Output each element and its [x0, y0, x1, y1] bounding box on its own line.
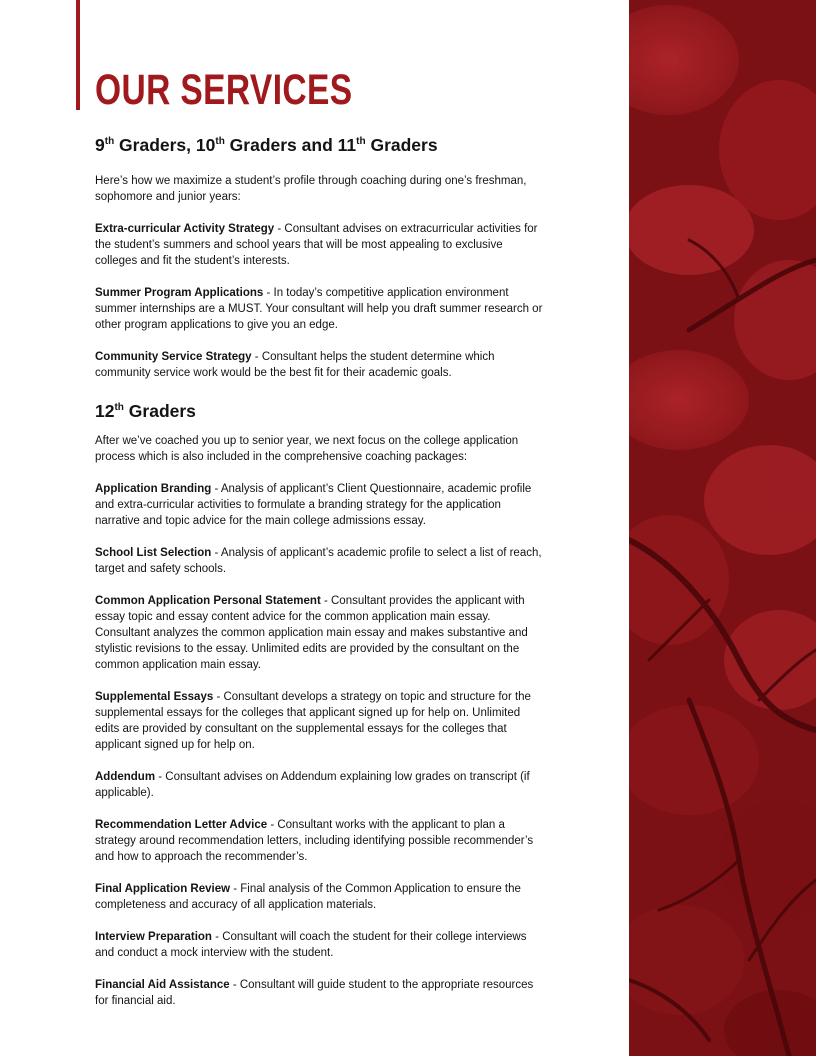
service-name: Interview Preparation — [95, 931, 212, 943]
service-description: - Analysis of applicant’s academic profile to select a list of reach, target and safety schools. — [95, 547, 542, 575]
heading-text: 9 — [95, 135, 105, 155]
service-description: - Consultant develops a strategy on topic and structure for the supplemental essays for the colleges that applicant signed up for help on. Unlimited edits are provided by consultant on the supplemental essays for the colleges that applicant signed up for help on. — [95, 691, 531, 751]
heading-text: Graders — [123, 401, 196, 421]
service-description: - Consultant provides the applicant with essay topic and essay content advice for the common application main essay. Consultant analyzes the common application main essay and makes substantive and stylistic revisions to the essay. Unlimited edits are provided by the consultant on the common application main essay. — [95, 595, 528, 671]
service-name: Supplemental Essays — [95, 691, 214, 703]
page-title: OUR SERVICES — [95, 66, 353, 114]
section-heading — [95, 398, 547, 424]
service-name: Recommendation Letter Advice — [95, 819, 268, 831]
service-description: - Analysis of applicant’s Client Questionnaire, academic profile and extra-curricular activities to formulate a branding strategy for the application narrative and topic advice for the main college admissions essay. — [95, 483, 532, 527]
service-item — [95, 593, 547, 673]
service-item — [95, 285, 547, 333]
service-name: Common Application Personal Statement — [95, 595, 321, 607]
service-name: Summer Program Applications — [95, 287, 264, 299]
section-heading — [95, 132, 547, 158]
service-description: - Consultant helps the student determine which community service work would be the best fit for their academic goals. — [95, 351, 495, 379]
service-item — [95, 689, 547, 753]
service-description: - Consultant will guide student to the appropriate resources for financial aid. — [95, 979, 534, 1007]
heading-text: Graders — [365, 135, 438, 155]
service-item — [95, 545, 547, 577]
service-description: - Consultant works with the applicant to plan a strategy around recommendation letters, including identifying possible recommender’s and how to approach the recommender’s. — [95, 819, 534, 863]
service-description: - Consultant advises on Addendum explaining low grades on transcript (if applicable). — [95, 771, 530, 799]
section-intro: After we’ve coached you up to senior year, we next focus on the college application process which is also included in the comprehensive coaching packages: — [95, 435, 519, 463]
section-intro: Here’s how we maximize a student’s profile through coaching during one’s freshman, sophomore and junior years: — [95, 175, 527, 203]
service-name: Application Branding — [95, 483, 212, 495]
title-accent-rule — [76, 0, 80, 110]
heading-text: Graders and 11 — [224, 135, 357, 155]
service-item — [95, 817, 547, 865]
service-name: Addendum — [95, 771, 156, 783]
leaves-illustration — [629, 0, 816, 1056]
service-name: Final Application Review — [95, 883, 231, 895]
services-content — [95, 132, 547, 1009]
service-description: - In today’s competitive application environment summer internships are a MUST. Your consultant will help you draft summer research or other program applications to give you an edge. — [95, 287, 543, 331]
decorative-leaves-photo — [629, 0, 816, 1056]
service-item — [95, 929, 547, 961]
service-item — [95, 769, 547, 801]
service-description: - Consultant will coach the student for their college interviews and conduct a mock interview with the student. — [95, 931, 527, 959]
service-name: Extra-curricular Activity Strategy — [95, 223, 275, 235]
heading-text: Graders, 10 — [114, 135, 216, 155]
ordinal-suffix: th — [215, 136, 225, 148]
service-description: - Final analysis of the Common Application to ensure the completeness and accuracy of all application materials. — [95, 883, 521, 911]
service-item — [95, 977, 547, 1009]
service-item — [95, 481, 547, 529]
ordinal-suffix: th — [114, 402, 124, 414]
service-item — [95, 221, 547, 269]
service-name: School List Selection — [95, 547, 212, 559]
service-description: - Consultant advises on extracurricular activities for the student’s summers and school years that will be most appealing to exclusive colleges and fit the student’s interests. — [95, 223, 538, 267]
service-item — [95, 349, 547, 381]
service-item — [95, 881, 547, 913]
ordinal-suffix: th — [104, 136, 115, 148]
service-name: Community Service Strategy — [95, 351, 252, 363]
ordinal-suffix: th — [356, 136, 366, 148]
service-name: Financial Aid Assistance — [95, 979, 230, 991]
heading-text: 12 — [95, 401, 115, 421]
